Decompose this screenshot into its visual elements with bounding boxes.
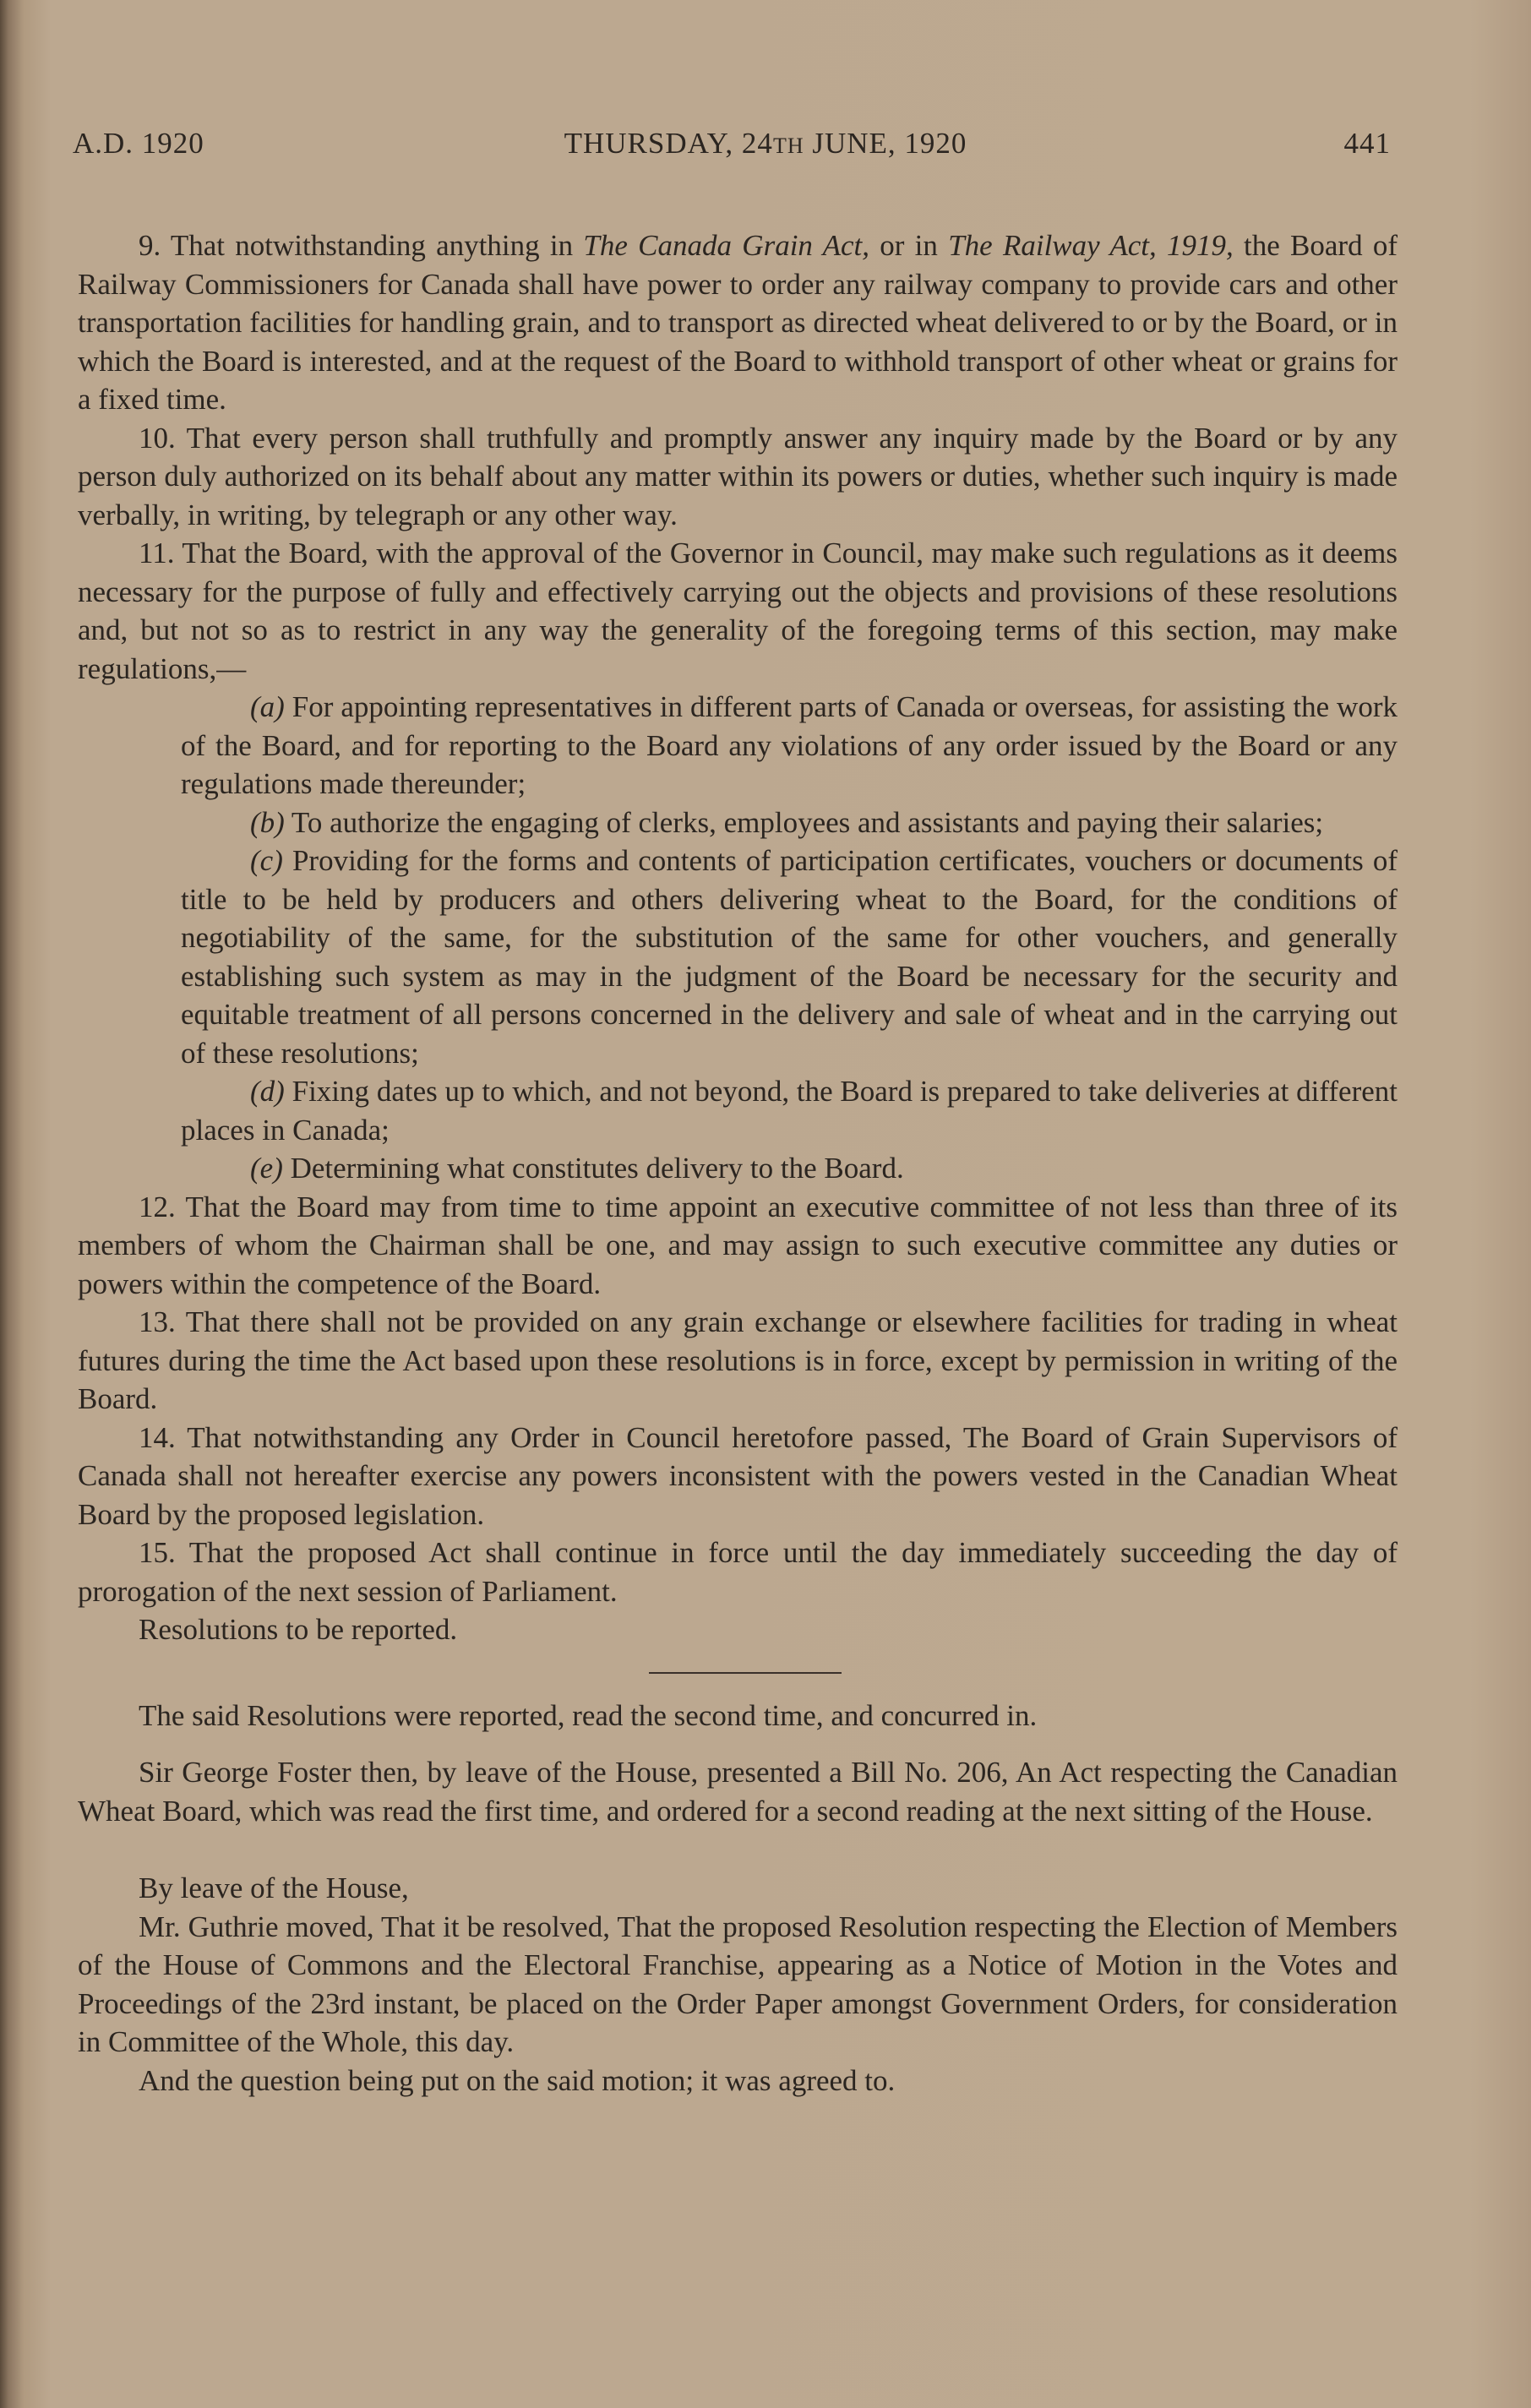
clause-c-label: (c)	[250, 844, 283, 877]
resolution-14: 14. That notwithstanding any Order in Council heretofore passed, The Board of Grain Supervisors of Canada shall not hereafter exercise any powers inconsistent with the powers vested in the Canadian Wheat Board by the proposed legislation.	[78, 1420, 1398, 1531]
resolution-11: 11. That the Board, with the approval of the Governor in Council, may make such regulations as it deems necessary for the purpose of fully and effectively carrying out the objects and provisions of these resolutions and, but not so as to restrict in any way the generality of the foregoing terms of this section, may make regulations,—	[78, 537, 1398, 685]
clause-d-label: (d)	[250, 1075, 285, 1108]
header-day: THURSDAY, 24	[564, 127, 773, 160]
section-divider	[649, 1672, 842, 1674]
clause-b-label: (b)	[250, 805, 285, 839]
resolution-11-c	[181, 842, 1398, 1072]
header-date	[470, 127, 1061, 161]
resolution-9-text-a: 9. That notwithstanding anything in	[139, 229, 584, 262]
clause-a-label: (a)	[250, 690, 285, 723]
resolution-11-e	[181, 1149, 1398, 1188]
resolution-9-text-b: or in	[869, 229, 949, 262]
bill-206-presented: Sir George Foster then, by leave of the House, presented a Bill No. 206, An Act respecting the Canadian Wheat Board, which was read the first time, and ordered for a second reading at the next sitting of the House.	[78, 1756, 1398, 1828]
resolutions-concurred: The said Resolutions were reported, read the second time, and concurred in.	[139, 1698, 1038, 1732]
clause-a-text: For appointing representatives in different parts of Canada or overseas, for assisting the work of the Board, and for reporting to the Board any violations of any order issued by the Board or any regulations made thereunder;	[181, 690, 1398, 800]
page-header	[73, 127, 1391, 169]
railway-act-title: The Railway Act, 1919,	[948, 229, 1234, 262]
header-day-suffix: TH	[772, 133, 804, 158]
resolution-10: 10. That every person shall truthfully and promptly answer any inquiry made by the Board or by any person duly authorized on its behalf about any matter within its powers or duties, whether such inquiry is made verbally, in writing, by telegraph or any other way.	[78, 421, 1398, 531]
resolution-15: 15. That the proposed Act shall continue in force until the day immediately succeeding the day of prorogation of the next session of Parliament.	[78, 1536, 1398, 1608]
clause-d-text: Fixing dates up to which, and not beyond, the Board is prepared to take deliveries at different places in Canada;	[181, 1075, 1398, 1147]
resolution-13: 13. That there shall not be provided on any grain exchange or elsewhere facilities for trading in wheat futures during the time the Act based upon these resolutions is in force, except by permission in writing of the Board.	[78, 1305, 1398, 1415]
spacer	[78, 1830, 1398, 1869]
spacer	[78, 1735, 1398, 1753]
motion-agreed: And the question being put on the said motion; it was agreed to.	[139, 2063, 896, 2097]
clause-e-text: Determining what constitutes delivery to the Board.	[282, 1152, 904, 1185]
page-body	[78, 226, 1398, 2100]
resolution-12: 12. That the Board may from time to time appoint an executive committee of not less than three of its members of whom the Chairman shall be one, and may assign to such executive committee any duties or powers within the competence of the Board.	[78, 1190, 1398, 1300]
resolution-11-b	[181, 804, 1398, 842]
header-year: A.D. 1920	[73, 127, 204, 160]
resolution-11-d	[181, 1072, 1398, 1149]
resolution-9	[78, 226, 1398, 419]
clause-e-label: (e)	[250, 1152, 283, 1185]
by-leave-of-house: By leave of the House,	[139, 1871, 409, 1904]
grain-act-title: The Canada Grain Act,	[583, 229, 869, 262]
clause-c-text: Providing for the forms and contents of participation certificates, vouchers or documents of title to be held by producers and others delivering wheat to the Board, for the conditions of negotiability of the same, for the substitution of the same for other vouchers, and generally establishing such system as may in the judgment of the Board be necessary for the security and equitable treatment of all persons concerned in the delivery and sale of wheat and in the carrying out of these resolutions;	[181, 844, 1398, 1070]
resolutions-reported: Resolutions to be reported.	[139, 1613, 458, 1646]
header-month-year: JUNE, 1920	[804, 127, 967, 160]
page-number: 441	[1343, 127, 1391, 160]
clause-b-text: To authorize the engaging of clerks, employees and assistants and paying their salaries;	[284, 805, 1324, 839]
guthrie-motion: Mr. Guthrie moved, That it be resolved, That the proposed Resolution respecting the Election of Members of the House of Commons and the Electoral Franchise, appearing as a Notice of Motion in the Votes and Proceedings of the 23rd instant, be placed on the Order Paper amongst Government Orders, for consideration in Committee of the Whole, this day.	[78, 1910, 1398, 2058]
resolution-9-text-c: the Board of Railway Commissioners for Canada shall have power to order any railway company to provide cars and other transportation facilities for handling grain, and to transport as directed wheat delivered to or by the Board, or in which the Board is interested, and at the request of the Board to withhold transport of other wheat or grains for a fixed time.	[78, 229, 1398, 416]
resolution-11-a	[181, 688, 1398, 804]
